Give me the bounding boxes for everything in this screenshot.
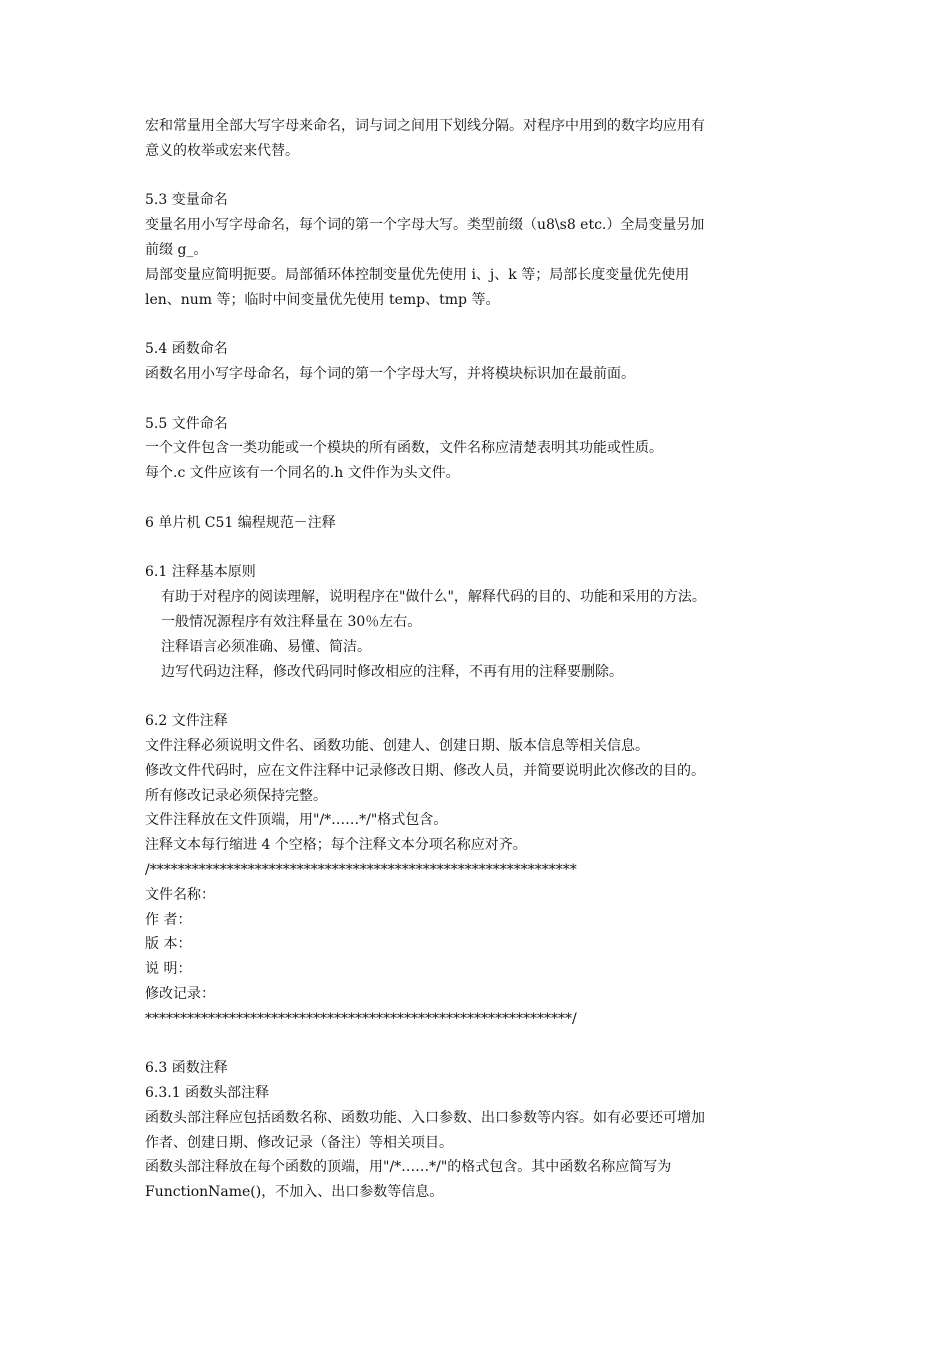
comment-border-top: /************************************************************* — [145, 861, 577, 878]
text-line: len、num 等；临时中间变量优先使用 temp、tmp 等。 — [145, 291, 500, 308]
text-line: 变量名用小写字母命名，每个词的第一个字母大写。类型前缀（u8\s8 etc.）全局变量另加 — [145, 217, 705, 234]
subsection-heading-6-3-1: 6.3.1 函数头部注释 — [145, 1085, 270, 1102]
blank-line — [145, 1031, 815, 1056]
chapter-heading-6: 6 单片机 C51 编程规范－注释 — [145, 514, 336, 531]
comment-field-description: 说 明： — [145, 961, 192, 978]
text-line: FunctionName()，不加入、出口参数等信息。 — [145, 1184, 444, 1201]
text-line: 有助于对程序的阅读理解，说明程序在"做什么"，解释代码的目的、功能和采用的方法。 — [161, 589, 706, 606]
text-line: 注释语言必须准确、易懂、简洁。 — [161, 638, 371, 655]
text-line: 文件注释必须说明文件名、函数功能、创建人、创建日期、版本信息等相关信息。 — [145, 737, 649, 754]
text-line: 函数名用小写字母命名，每个词的第一个字母大写，并将模块标识加在最前面。 — [145, 365, 635, 382]
text-line: 一个文件包含一类功能或一个模块的所有函数，文件名称应清楚表明其功能或性质。 — [145, 440, 663, 457]
text-line: 局部变量应简明扼要。局部循环体控制变量优先使用 i、j、k 等；局部长度变量优先使用 — [145, 266, 690, 283]
section-heading-5-3: 5.3 变量命名 — [145, 192, 228, 209]
comment-field-history: 修改记录： — [145, 985, 215, 1002]
text-line: 函数头部注释应包括函数名称、函数功能、入口参数、出口参数等内容。如有必要还可增加 — [145, 1109, 705, 1126]
text-line: 每个.c 文件应该有一个同名的.h 文件作为头文件。 — [145, 465, 460, 482]
section-heading-6-3: 6.3 函数注释 — [145, 1060, 228, 1077]
text-line: 宏和常量用全部大写字母来命名，词与词之间用下划线分隔。对程序中用到的数字均应用有 — [145, 118, 705, 134]
text-line: 作者、创建日期、修改记录（备注）等相关项目。 — [145, 1134, 453, 1151]
section-heading-5-4: 5.4 函数命名 — [145, 341, 228, 358]
comment-field-filename: 文件名称： — [145, 886, 215, 903]
section-heading-6-1: 6.1 注释基本原则 — [145, 564, 256, 581]
text-line: 函数头部注释放在每个函数的顶端，用"/*……*/"的格式包含。其中函数名称应简写为 — [145, 1159, 672, 1176]
text-line: 一般情况源程序有效注释量在 30％左右。 — [161, 613, 422, 630]
comment-field-author: 作 者： — [145, 911, 192, 928]
comment-border-bottom: *************************************************************/ — [145, 1010, 577, 1027]
text-line: 注释文本每行缩进 4 个空格；每个注释文本分项名称应对齐。 — [145, 837, 527, 854]
text-line: 文件注释放在文件顶端，用"/*……*/"格式包含。 — [145, 812, 448, 829]
blank-line — [145, 684, 815, 709]
blank-line — [145, 164, 815, 189]
text-line: 边写代码边注释，修改代码同时修改相应的注释，不再有用的注释要删除。 — [161, 663, 623, 680]
text-line: 修改文件代码时，应在文件注释中记录修改日期、修改人员，并简要说明此次修改的目的。 — [145, 762, 705, 779]
blank-line — [145, 312, 815, 337]
blank-line — [145, 486, 815, 511]
text-line: 意义的枚举或宏来代替。 — [145, 142, 299, 159]
comment-field-version: 版 本： — [145, 936, 192, 953]
blank-line — [145, 387, 815, 412]
text-line: 所有修改记录必须保持完整。 — [145, 787, 327, 804]
section-heading-6-2: 6.2 文件注释 — [145, 713, 228, 730]
document-page — [145, 114, 815, 1205]
blank-line — [145, 536, 815, 561]
text-line: 前缀 g_。 — [145, 241, 208, 258]
section-heading-5-5: 5.5 文件命名 — [145, 415, 228, 432]
